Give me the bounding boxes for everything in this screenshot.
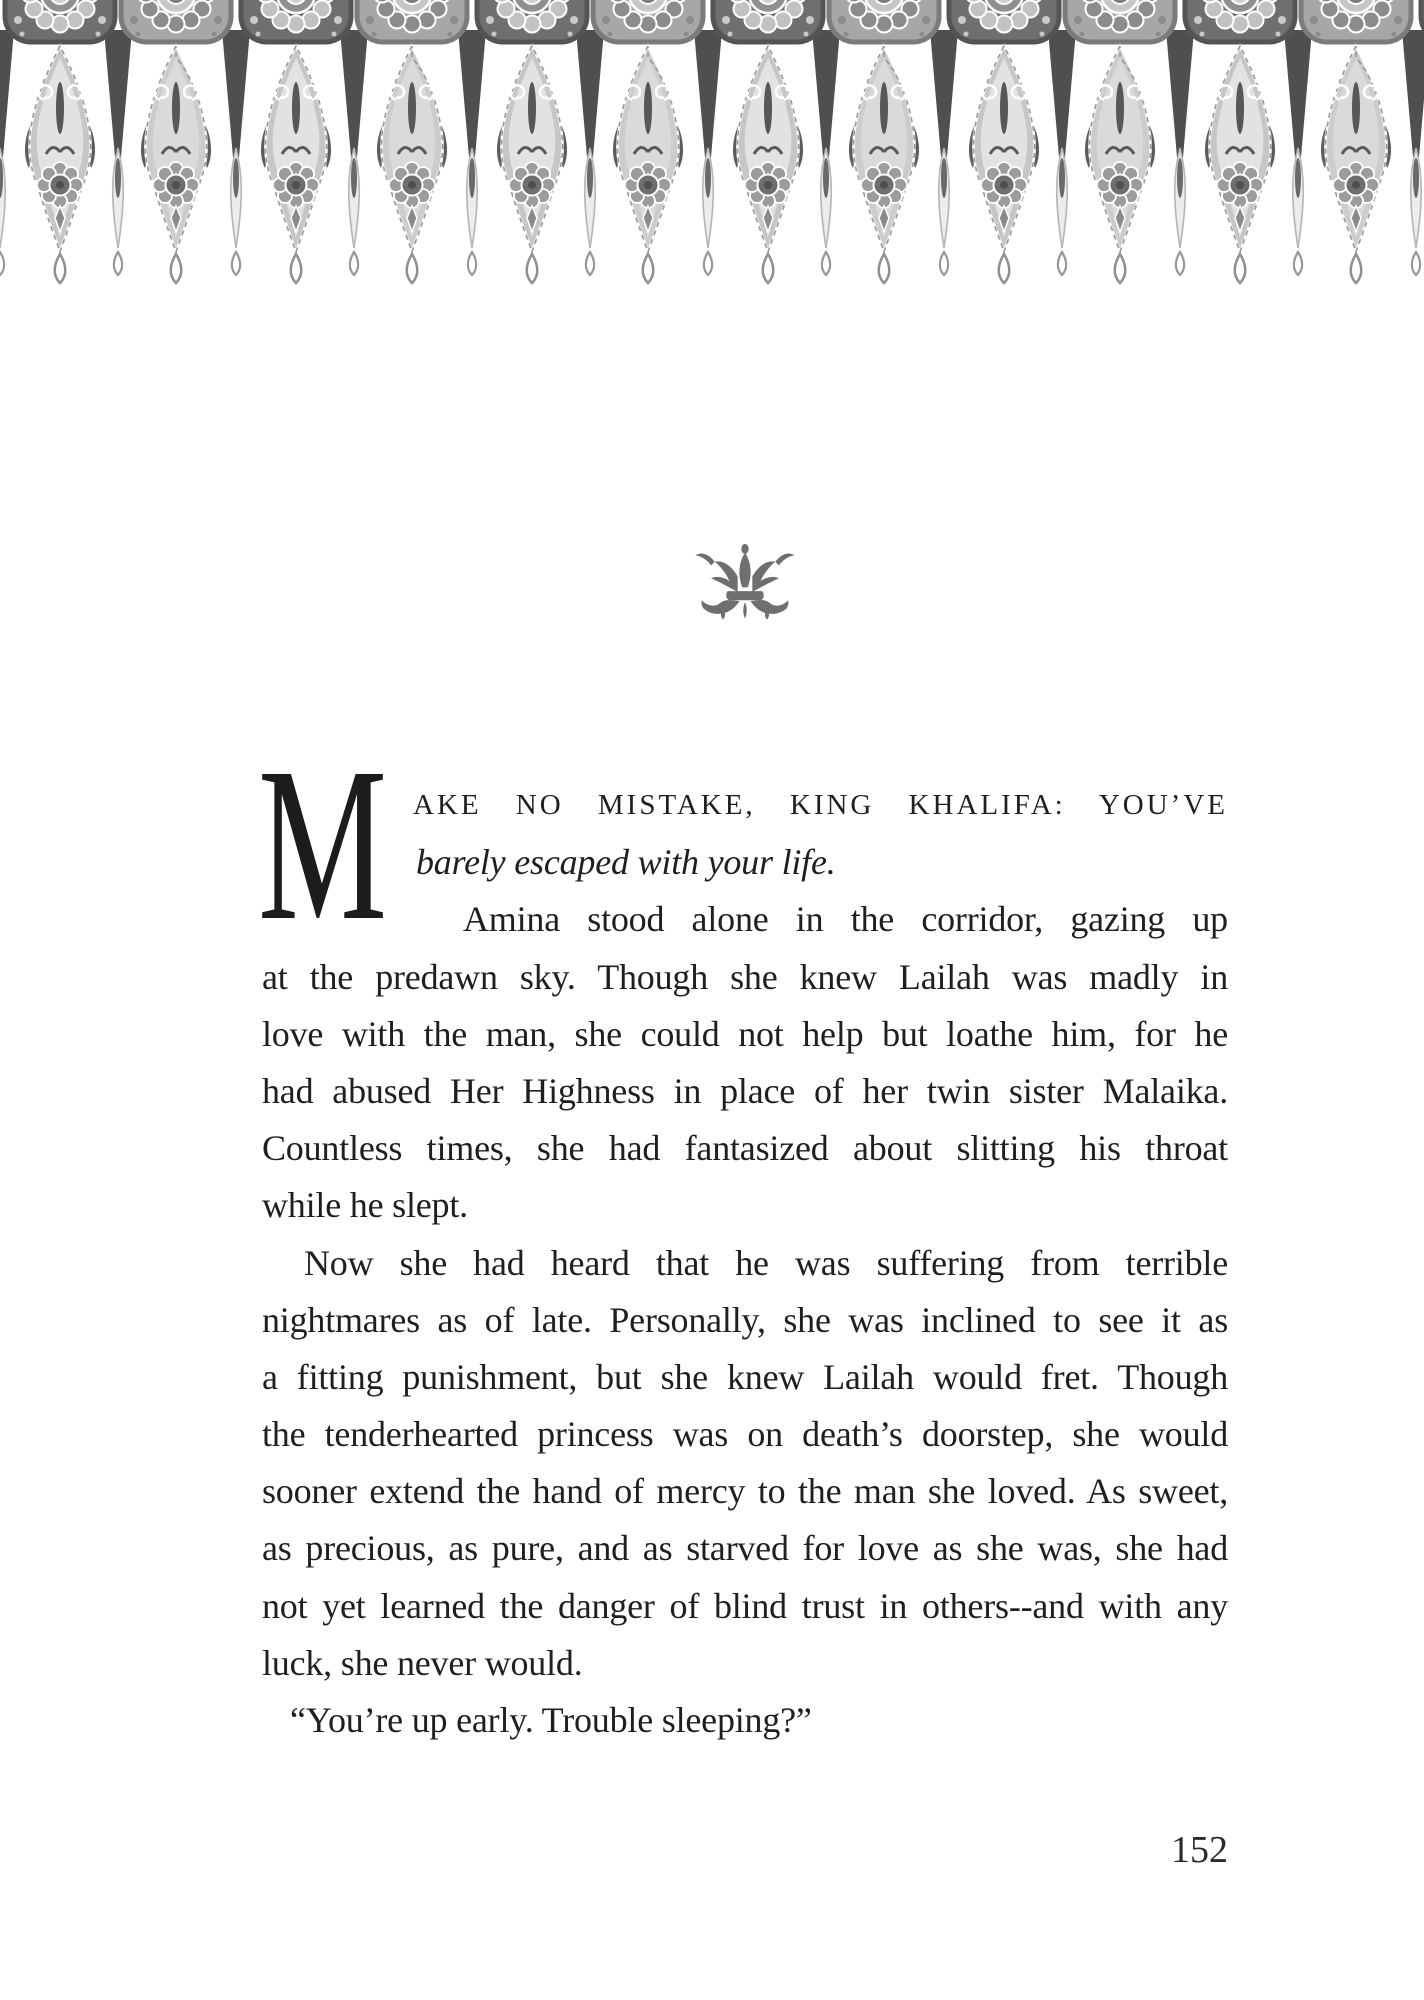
dialogue-line: “You’re up early. Trouble sleeping?” xyxy=(290,1700,812,1740)
text-line: love with the man, she could not help but loathe him, for he xyxy=(262,1013,1228,1054)
text-line: Amina stood alone in the corridor, gazing up xyxy=(463,899,1228,940)
text-line: the tenderhearted princess was on death’s doorstep, she would xyxy=(262,1414,1228,1455)
text-line: a fitting punishment, but she knew Lailah would fret. Though xyxy=(262,1356,1228,1397)
text-line: at the predawn sky. Though she knew Lailah was madly in xyxy=(262,956,1228,997)
text-line: Countless times, she had fantasized about slitting his throat xyxy=(262,1128,1228,1169)
text-line: luck, she never would. xyxy=(262,1642,583,1683)
body-text xyxy=(262,777,1228,1749)
text-line: while he slept. xyxy=(262,1185,468,1226)
opening-smallcaps-line: AKE NO MISTAKE, KING KHALIFA: YOU’VE xyxy=(413,789,1228,821)
text-line: nightmares as of late. Personally, she was inclined to see it as xyxy=(262,1299,1228,1340)
text-line: sooner extend the hand of mercy to the man she loved. As sweet, xyxy=(262,1471,1228,1512)
drop-cap: M xyxy=(258,722,388,966)
opening-italic-line: barely escaped with your life. xyxy=(416,842,836,883)
text-line: not yet learned the danger of blind trust in others--and with any xyxy=(262,1585,1228,1626)
text-line: had abused Her Highness in place of her twin sister Malaika. xyxy=(262,1070,1228,1111)
text-line: as precious, as pure, and as starved for love as she was, she had xyxy=(262,1528,1228,1569)
text-line: Now she had heard that he was suffering from terrible xyxy=(304,1242,1228,1283)
decorative-border xyxy=(0,0,1424,300)
fleur-de-lis-ornament xyxy=(690,536,800,626)
page-number: 152 xyxy=(1171,1829,1228,1871)
